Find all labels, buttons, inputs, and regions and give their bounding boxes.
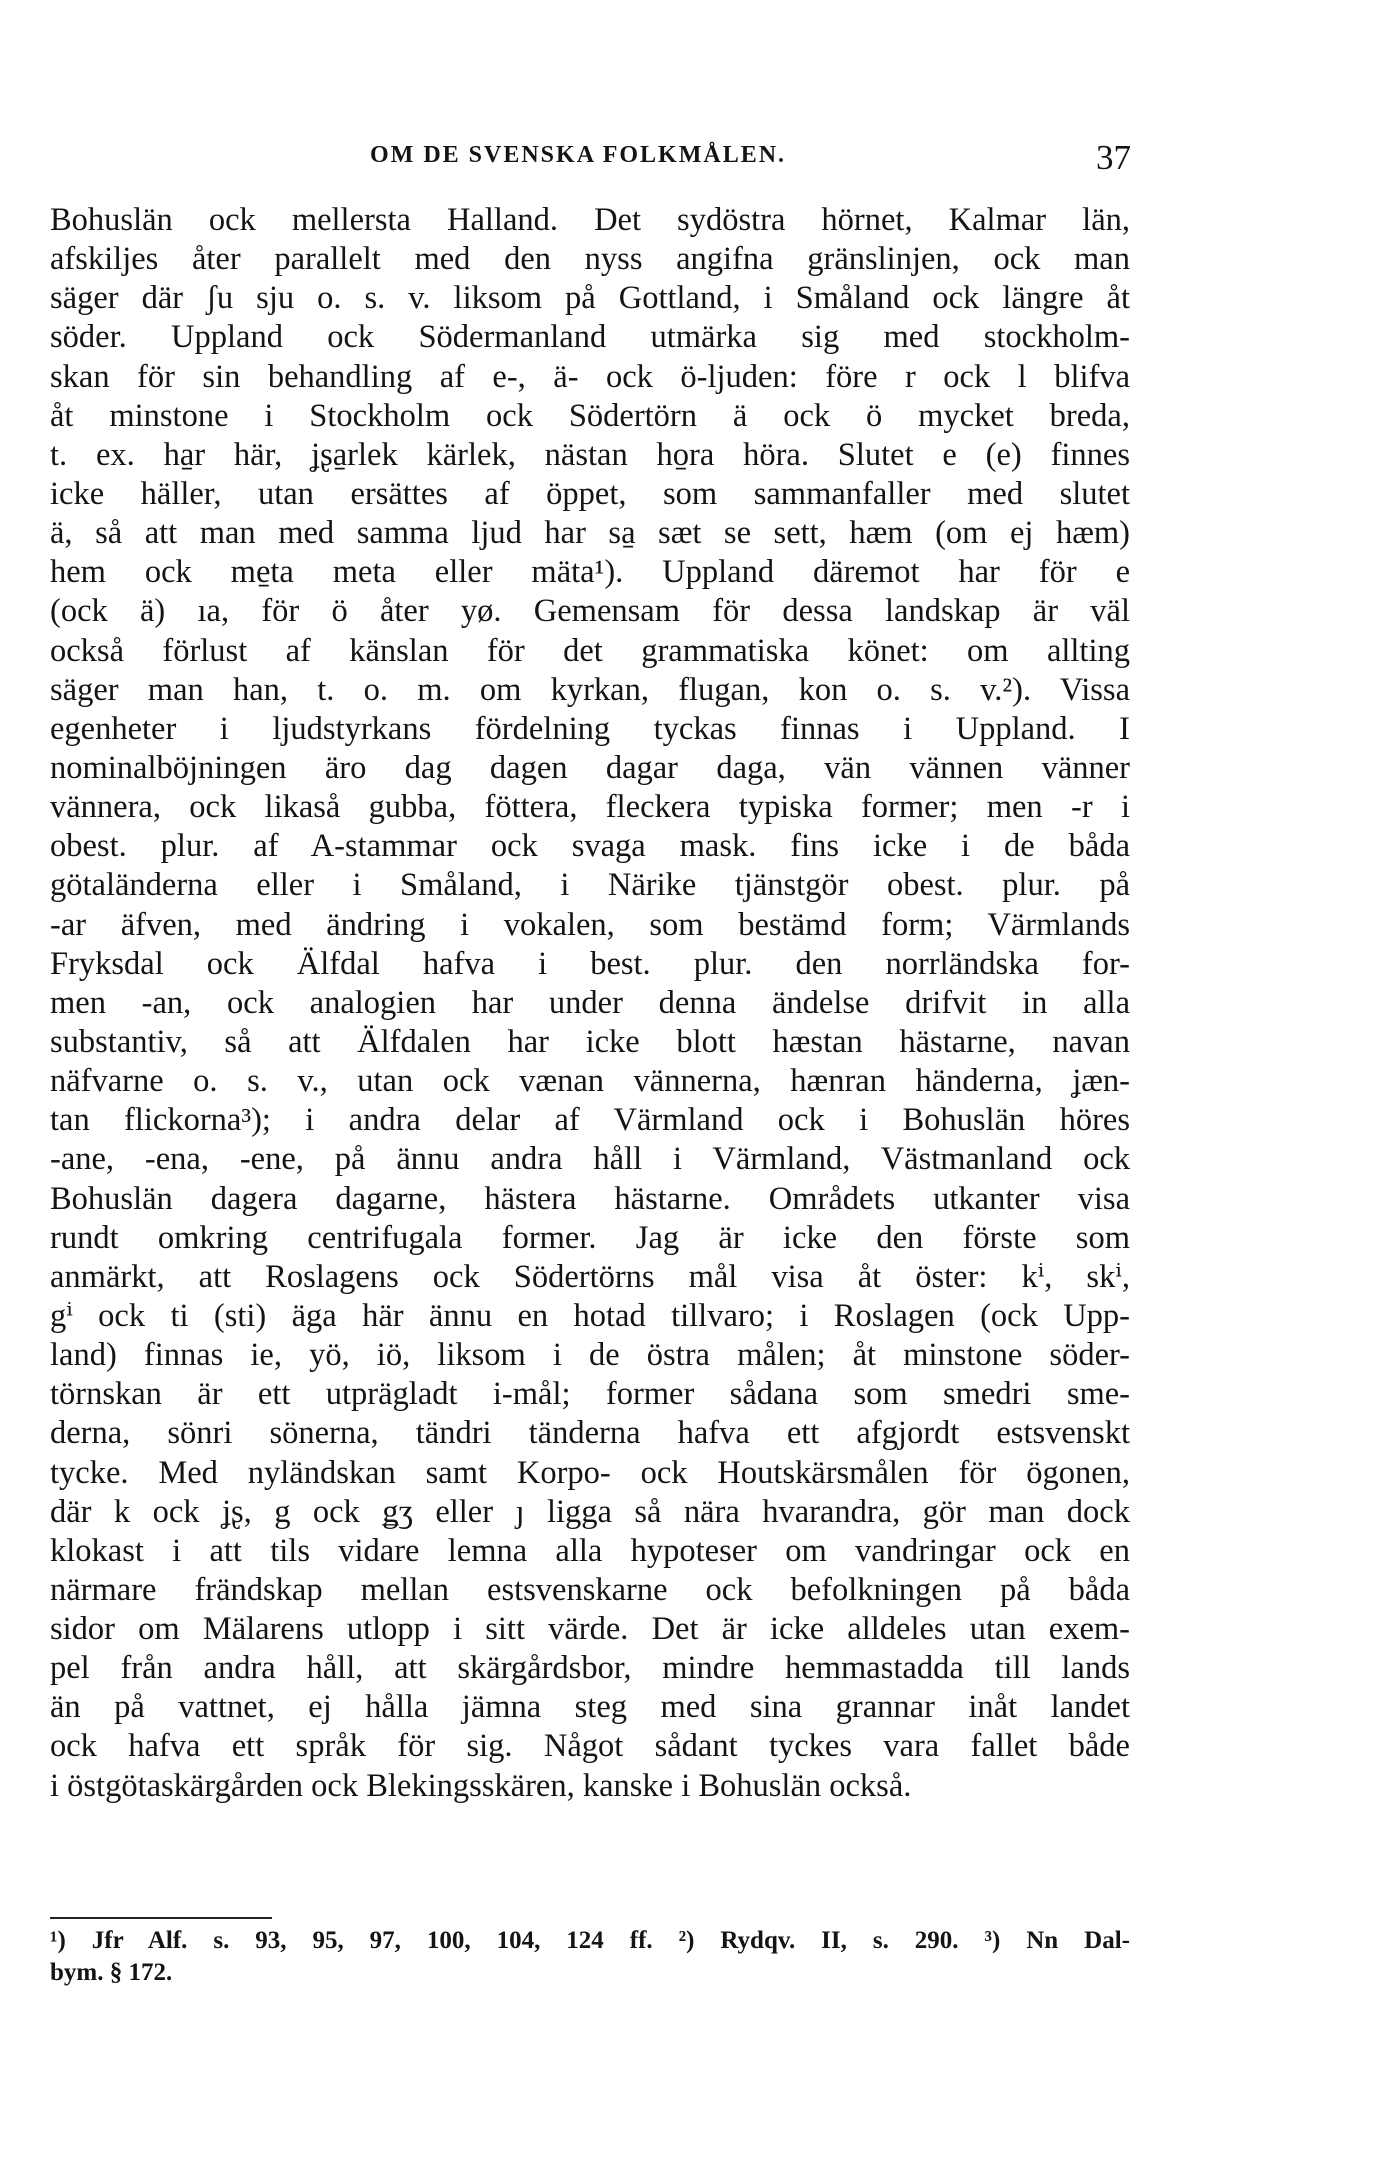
text-line: pel från andra håll, att skärgårdsbor, mindre hemmastadda till lands — [50, 1650, 1130, 1687]
text-line: törnskan är ett utprägladt i-mål; former sådana som smedri sme- — [50, 1376, 1130, 1413]
text-line: Bohuslän ock mellersta Halland. Det sydöstra hörnet, Kalmar län, — [50, 202, 1130, 238]
body-text — [50, 201, 1130, 1806]
footnote-line: bym. § 172. — [50, 1959, 173, 1986]
text-line: sidor om Mälarens utlopp i sitt värde. Det är icke alldeles utan exem- — [50, 1611, 1130, 1648]
text-line: ä, så att man med samma ljud har sa̱ sæt se sett, hæm (om ej hæm) — [50, 515, 1130, 552]
text-line: derna, sönri sönerna, tändri tänderna hafva ett afgjordt estsvenskt — [50, 1415, 1130, 1452]
text-line: närmare frändskap mellan estsvenskarne ock befolkningen på båda — [50, 1571, 1130, 1608]
text-line: vännera, ock likaså gubba, föttera, fleckera typiska former; men -r i — [50, 789, 1130, 826]
header-title: OM DE SVENSKA FOLKMÅLEN. — [370, 142, 787, 168]
text-line: substantiv, så att Älfdalen har icke blott hæstan hästarne, navan — [50, 1023, 1130, 1060]
text-line: tan flickorna³); i andra delar af Värmland ock i Bohuslän höres — [50, 1102, 1130, 1139]
text-line: säger man han, t. o. m. om kyrkan, flugan, kon o. s. v.²). Vissa — [50, 671, 1130, 708]
text-line: afskiljes åter parallelt med den nyss angifna gränslinjen, ock man — [50, 241, 1130, 278]
text-line: (ock ä) ıa, för ö åter yø. Gemensam för dessa landskap är väl — [50, 593, 1130, 630]
text-line: icke häller, utan ersättes af öppet, som sammanfaller med slutet — [50, 475, 1130, 512]
text-line: Fryksdal ock Älfdal hafva i best. plur. den norrländska for- — [50, 945, 1130, 982]
text-line: hem ock me̱ta meta eller mäta¹). Uppland däremot har för e — [50, 554, 1130, 591]
text-line: ock hafva ett språk för sig. Något sådant tyckes vara fallet både — [50, 1728, 1130, 1765]
text-line: land) finnas ie, yö, iö, liksom i de östra målen; åt minstone söder- — [50, 1337, 1130, 1374]
text-line: i östgötaskärgården ock Blekingsskären, kanske i Bohuslän också. — [50, 1767, 912, 1804]
text-line: också förlust af känslan för det grammatiska könet: om allting — [50, 632, 1130, 669]
text-line: -ar äfven, med ändring i vokalen, som bestämd form; Värmlands — [50, 906, 1130, 943]
text-line: t. ex. ha̱r här, ʝʂa̱rlek kärlek, nästan ho̱ra höra. Slutet e (e) finnes — [50, 436, 1130, 473]
footnote-rule — [50, 1917, 272, 1919]
text-line: söder. Uppland ock Södermanland utmärka sig med stockholm- — [50, 319, 1130, 356]
text-line: Bohuslän dagera dagarne, hästera hästarne. Områdets utkanter visa — [50, 1180, 1130, 1217]
text-line: anmärkt, att Roslagens ock Södertörns mål visa åt öster: kⁱ, skⁱ, — [50, 1258, 1130, 1295]
running-head — [0, 138, 1400, 178]
text-line: tycke. Med nyländskan samt Korpo- ock Houtskärsmålen för ögonen, — [50, 1454, 1130, 1491]
text-line: åt minstone i Stockholm ock Södertörn ä ock ö mycket breda, — [50, 397, 1130, 434]
text-line: säger där ʃu sju o. s. v. liksom på Gottland, i Småland ock längre åt — [50, 280, 1130, 317]
text-line: näfvarne o. s. v., utan ock vænan vännerna, hænran händerna, ʝæn- — [50, 1063, 1130, 1100]
text-line: skan för sin behandling af e-, ä- ock ö-ljuden: före r ock l blifva — [50, 358, 1130, 395]
text-line: än på vattnet, ej hålla jämna steg med sina grannar inåt landet — [50, 1689, 1130, 1726]
footnote-line: ¹) Jfr Alf. s. 93, 95, 97, 100, 104, 124 ff. ²) Rydqv. II, s. 290. ³) Nn Dal- — [50, 1927, 1130, 1954]
text-line: götaländerna eller i Småland, i Närike tjänstgör obest. plur. på — [50, 867, 1130, 904]
text-line: egenheter i ljudstyrkans fördelning tyckas finnas i Uppland. I — [50, 710, 1130, 747]
text-line: -ane, -ena, -ene, på ännu andra håll i Värmland, Västmanland ock — [50, 1141, 1130, 1178]
text-line: rundt omkring centrifugala former. Jag är icke den förste som — [50, 1219, 1130, 1256]
text-line: nominalböjningen äro dag dagen dagar daga, vän vännen vänner — [50, 749, 1130, 786]
text-line: gⁱ ock ti (sti) äga här ännu en hotad tillvaro; i Roslagen (ock Upp- — [50, 1297, 1130, 1334]
text-line: men -an, ock analogien har under denna ändelse drifvit in alla — [50, 984, 1130, 1021]
footnotes — [50, 1925, 1130, 1989]
text-line: klokast i att tils vidare lemna alla hypoteser om vandringar ock en — [50, 1532, 1130, 1569]
page-number: 37 — [1096, 138, 1131, 177]
text-line: där k ock ʝʂ, g ock ǥʒ eller ȷ ligga så nära hvarandra, gör man dock — [50, 1493, 1130, 1530]
text-line: obest. plur. af A-stammar ock svaga mask. fins icke i de båda — [50, 828, 1130, 865]
